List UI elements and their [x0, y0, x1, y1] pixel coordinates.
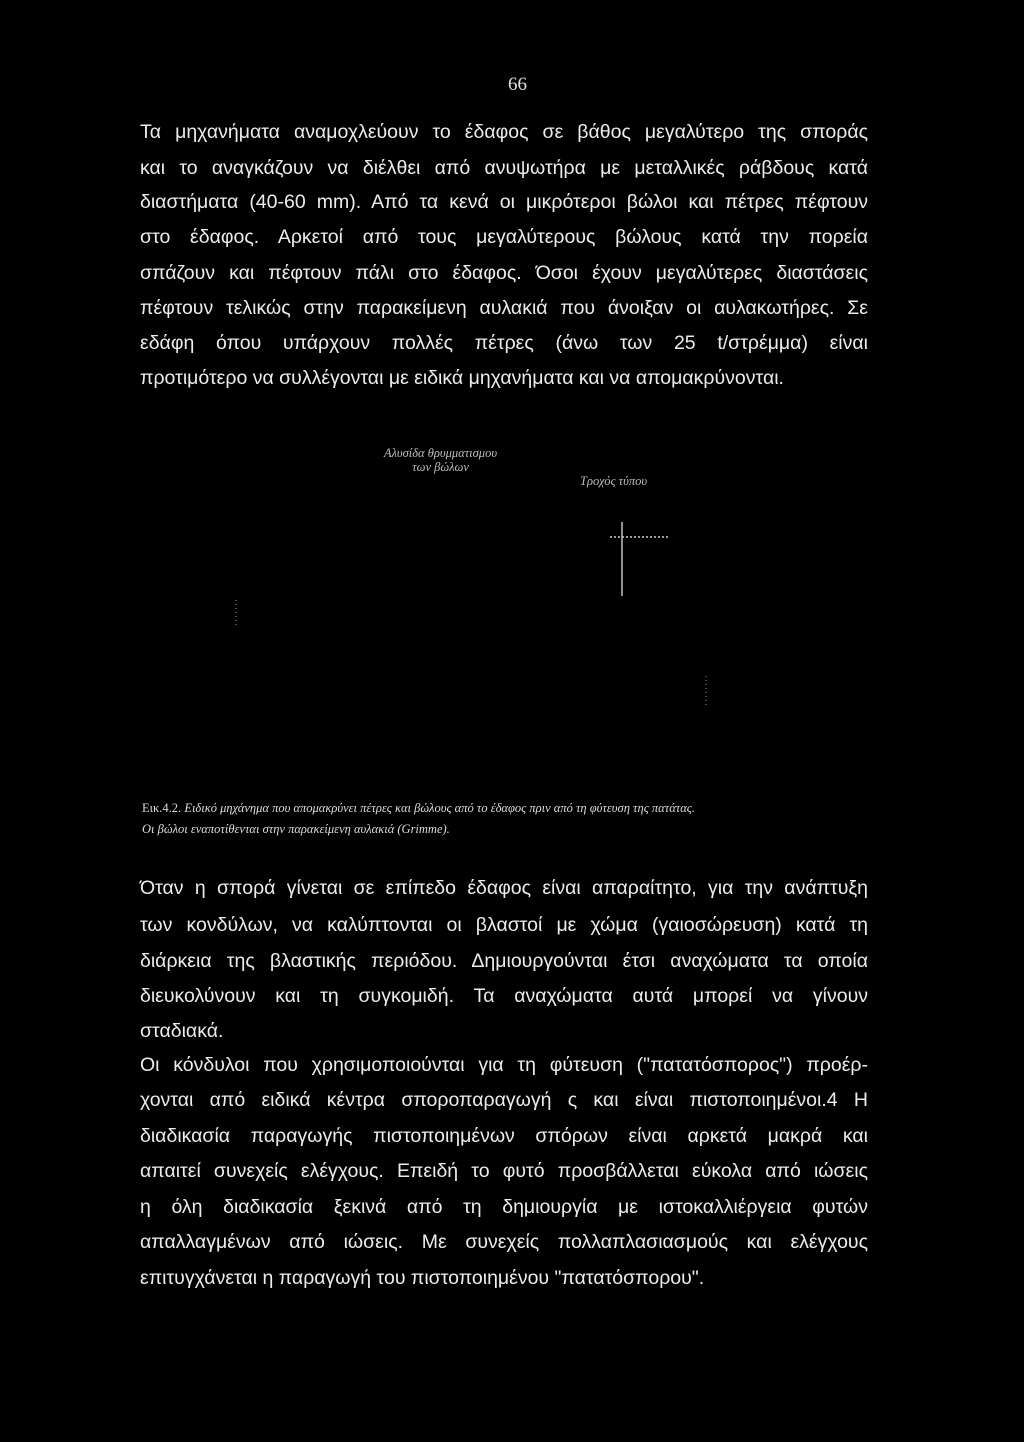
paragraph-1-line: πέφτουν τελικώς στην παρακείμενη αυλακιά που άνοιξαν οι αυλακωτήρες. Σε: [140, 297, 868, 319]
page-number: 66: [508, 74, 527, 95]
paragraph-1-line: στο έδαφος. Αρκετοί από τους μεγαλύτερους βώλους κατά την πορεία: [140, 226, 868, 248]
paragraph-2-line: σταδιακά.: [140, 1020, 224, 1042]
paragraph-3-line: διαδικασία παραγωγής πιστοποιημένων σπόρων είναι αρκετά μακρά και: [140, 1125, 868, 1147]
paragraph-1-line: και το αναγκάζουν να διέλθει από ανυψωτήρα με μεταλλικές ράβδους κατά: [140, 157, 868, 179]
figure-stone-separator: [0, 430, 1024, 790]
paragraph-3-line: η όλη διαδικασία ξεκινά από τη δημιουργία με ιστοκαλλιέργεια φυτών: [140, 1196, 868, 1218]
paragraph-2-line: διάρκεια της βλαστικής περιόδου. Δημιουργούνται έτσι αναχώματα τα οποία: [140, 950, 868, 972]
paragraph-1-line: διαστήματα (40-60 mm). Από τα κενά οι μικρότεροι βώλοι και πέτρες πέφτουν: [140, 191, 868, 213]
figure-caption-line-2: Οι βώλοι εναποτίθενται στην παρακείμενη αυλακιά (Grimme).: [142, 822, 450, 836]
paragraph-1-line: Τα μηχανήματα αναμοχλεύουν το έδαφος σε βάθος μεγαλύτερο της σποράς: [140, 121, 868, 143]
paragraph-3-line: απαλλαγμένων από ιώσεις. Με συνεχείς πολλαπλασιασμούς και ελέγχους: [140, 1231, 868, 1253]
caption-line-1: Ειδικό μηχάνημα που απομακρύνει πέτρες και βώλους από το έδαφος πριν από τη φύτευση της πατάτας.: [184, 801, 695, 815]
paragraph-3-line: χονται από ειδικά κέντρα σποροπαραγωγή ς και είναι πιστοποιημένοι.4 Η: [140, 1089, 868, 1111]
leader-lines: [610, 522, 668, 596]
figure-drawing: [0, 430, 1024, 790]
figure-label-chain-line: των βώλων: [412, 460, 469, 474]
figure-label-chain-line: Αλυσίδα θρυμματισμου: [384, 446, 498, 460]
paragraph-1-line: σπάζουν και πέφτουν πάλι στο έδαφος. Όσοι έχουν μεγαλύτερες διαστάσεις: [140, 262, 868, 284]
figure-caption: [142, 800, 695, 816]
paragraph-3-line: επιτυγχάνεται η παραγωγή του πιστοποιημένου "πατατόσπορου".: [140, 1267, 705, 1289]
figure-label-wheel: Τροχός τύπου: [580, 474, 648, 488]
paragraph-3-line: απαιτεί συνεχείς ελέγχους. Επειδή το φυτό προσβάλλεται εύκολα από ιώσεις: [140, 1160, 868, 1182]
paragraph-1-line: εδάφη όπου υπάρχουν πολλές πέτρες (άνω των 25 t/στρέμμα) είναι: [140, 332, 868, 354]
paragraph-1-line: προτιμότερο να συλλέγονται με ειδικά μηχανήματα και να απομακρύνονται.: [140, 367, 784, 389]
caption-number: Εικ.4.2.: [142, 801, 182, 815]
residual-marks: [236, 600, 706, 708]
paragraph-3-line: Οι κόνδυλοι που χρησιμοποιούνται για τη φύτευση ("πατατόσπορος") προέρ-: [140, 1054, 868, 1076]
paragraph-2-line: των κονδύλων, να καλύπτονται οι βλαστοί με χώμα (γαιοσώρευση) κατά τη: [140, 914, 868, 936]
paragraph-2-line: διευκολύνουν και τη συγκομιδή. Τα αναχώματα αυτά μπορεί να γίνουν: [140, 985, 868, 1007]
paragraph-2-line: Όταν η σπορά γίνεται σε επίπεδο έδαφος είναι απαραίτητο, για την ανάπτυξη: [140, 877, 868, 899]
